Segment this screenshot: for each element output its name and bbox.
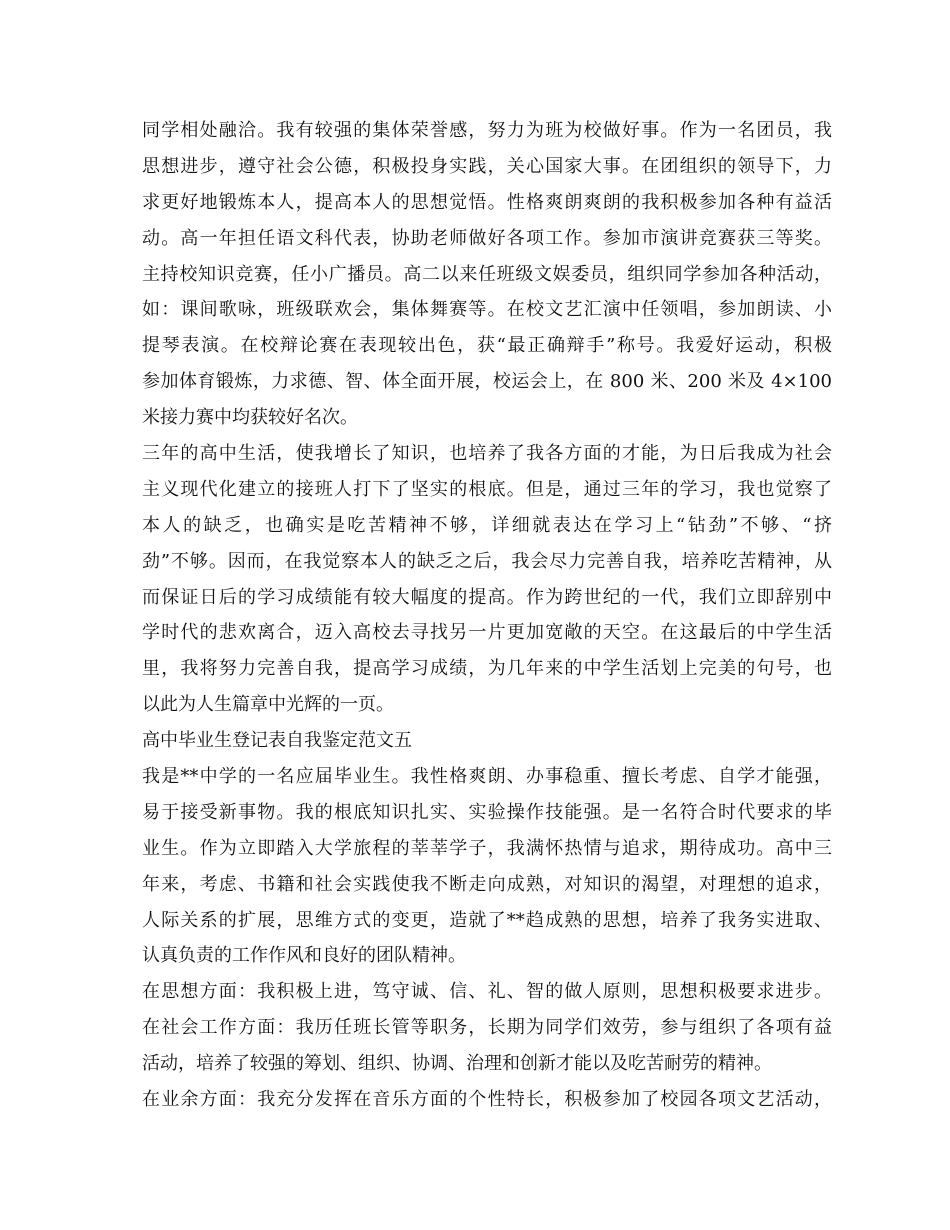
text-line: 而保证日后的学习成绩能有较大幅度的提高。作为跨世纪的一代，我们立即辞别中 xyxy=(142,586,832,608)
text-line: 在思想方面：我积极上进，笃守诚、信、礼、智的做人原则，思想积极要求进步。 xyxy=(142,981,832,1003)
document-body xyxy=(142,113,832,1118)
text-line: 业生。作为立即踏入大学旅程的莘莘学子，我满怀热情与追求，期待成功。高中三 xyxy=(142,837,832,859)
text-line: 本人的缺乏，也确实是吃苦精神不够，详细就表达在学习上“钻劲”不够、“挤 xyxy=(142,514,832,536)
text-line: 米接力赛中均获较好名次。 xyxy=(142,407,358,429)
text-line: 劲”不够。因而，在我觉察本人的缺乏之后，我会尽力完善自我，培养吃苦精神，从 xyxy=(142,550,832,572)
text-line: 如：课间歌咏，班级联欢会，集体舞赛等。在校文艺汇演中任领唱，参加朗读、小 xyxy=(142,299,832,321)
text-line: 动。高一年担任语文科代表，协助老师做好各项工作。参加市演讲竞赛获三等奖。 xyxy=(142,227,832,249)
text-line: 学时代的悲欢离合，迈入高校去寻找另一片更加宽敞的天空。在这最后的中学生活 xyxy=(142,622,832,644)
text-line: 易于接受新事物。我的根底知识扎实、实验操作技能强。是一名符合时代要求的毕 xyxy=(142,801,832,823)
text-line: 在社会工作方面：我历任班长管等职务，长期为同学们效劳，参与组织了各项有益 xyxy=(142,1017,832,1039)
text-line: 参加体育锻炼，力求德、智、体全面开展，校运会上，在 800 米、200 米及 4×100 xyxy=(142,371,832,393)
text-line: 以此为人生篇章中光辉的一页。 xyxy=(142,694,394,716)
text-line: 高中毕业生登记表自我鉴定范文五 xyxy=(142,730,412,752)
text-line: 提琴表演。在校辩论赛在表现较出色，获“最正确辩手”称号。我爱好运动，积极 xyxy=(142,335,832,357)
text-line: 认真负责的工作作风和良好的团队精神。 xyxy=(142,945,466,967)
text-line: 在业余方面：我充分发挥在音乐方面的个性特长，积极参加了校园各项文艺活动， xyxy=(142,1089,832,1111)
text-line: 三年的高中生活，使我增长了知识，也培养了我各方面的才能，为日后我成为社会 xyxy=(142,443,832,465)
text-line: 主义现代化建立的接班人打下了坚实的根底。但是，通过三年的学习，我也觉察了 xyxy=(142,478,832,500)
text-line: 同学相处融洽。我有较强的集体荣誉感，努力为班为校做好事。作为一名团员，我 xyxy=(142,120,832,141)
text-line: 人际关系的扩展，思维方式的变更，造就了**趋成熟的思想，培养了我务实进取、 xyxy=(142,909,832,931)
text-line: 我是**中学的一名应届毕业生。我性格爽朗、办事稳重、擅长考虑、自学才能强， xyxy=(142,766,832,788)
text-line: 思想进步，遵守社会公德，积极投身实践，关心国家大事。在团组织的领导下，力 xyxy=(142,155,832,177)
text-line: 里，我将努力完善自我，提高学习成绩，为几年来的中学生活划上完美的句号，也 xyxy=(142,658,832,680)
text-line: 求更好地锻炼本人，提高本人的思想觉悟。性格爽朗爽朗的我积极参加各种有益活 xyxy=(142,191,832,213)
text-line: 年来，考虑、书籍和社会实践使我不断走向成熟，对知识的渴望，对理想的追求， xyxy=(142,873,832,895)
text-line: 活动，培养了较强的筹划、组织、协调、治理和创新才能以及吃苦耐劳的精神。 xyxy=(142,1053,772,1075)
text-line: 主持校知识竞赛，任小广播员。高二以来任班级文娱委员，组织同学参加各种活动， xyxy=(142,263,832,285)
